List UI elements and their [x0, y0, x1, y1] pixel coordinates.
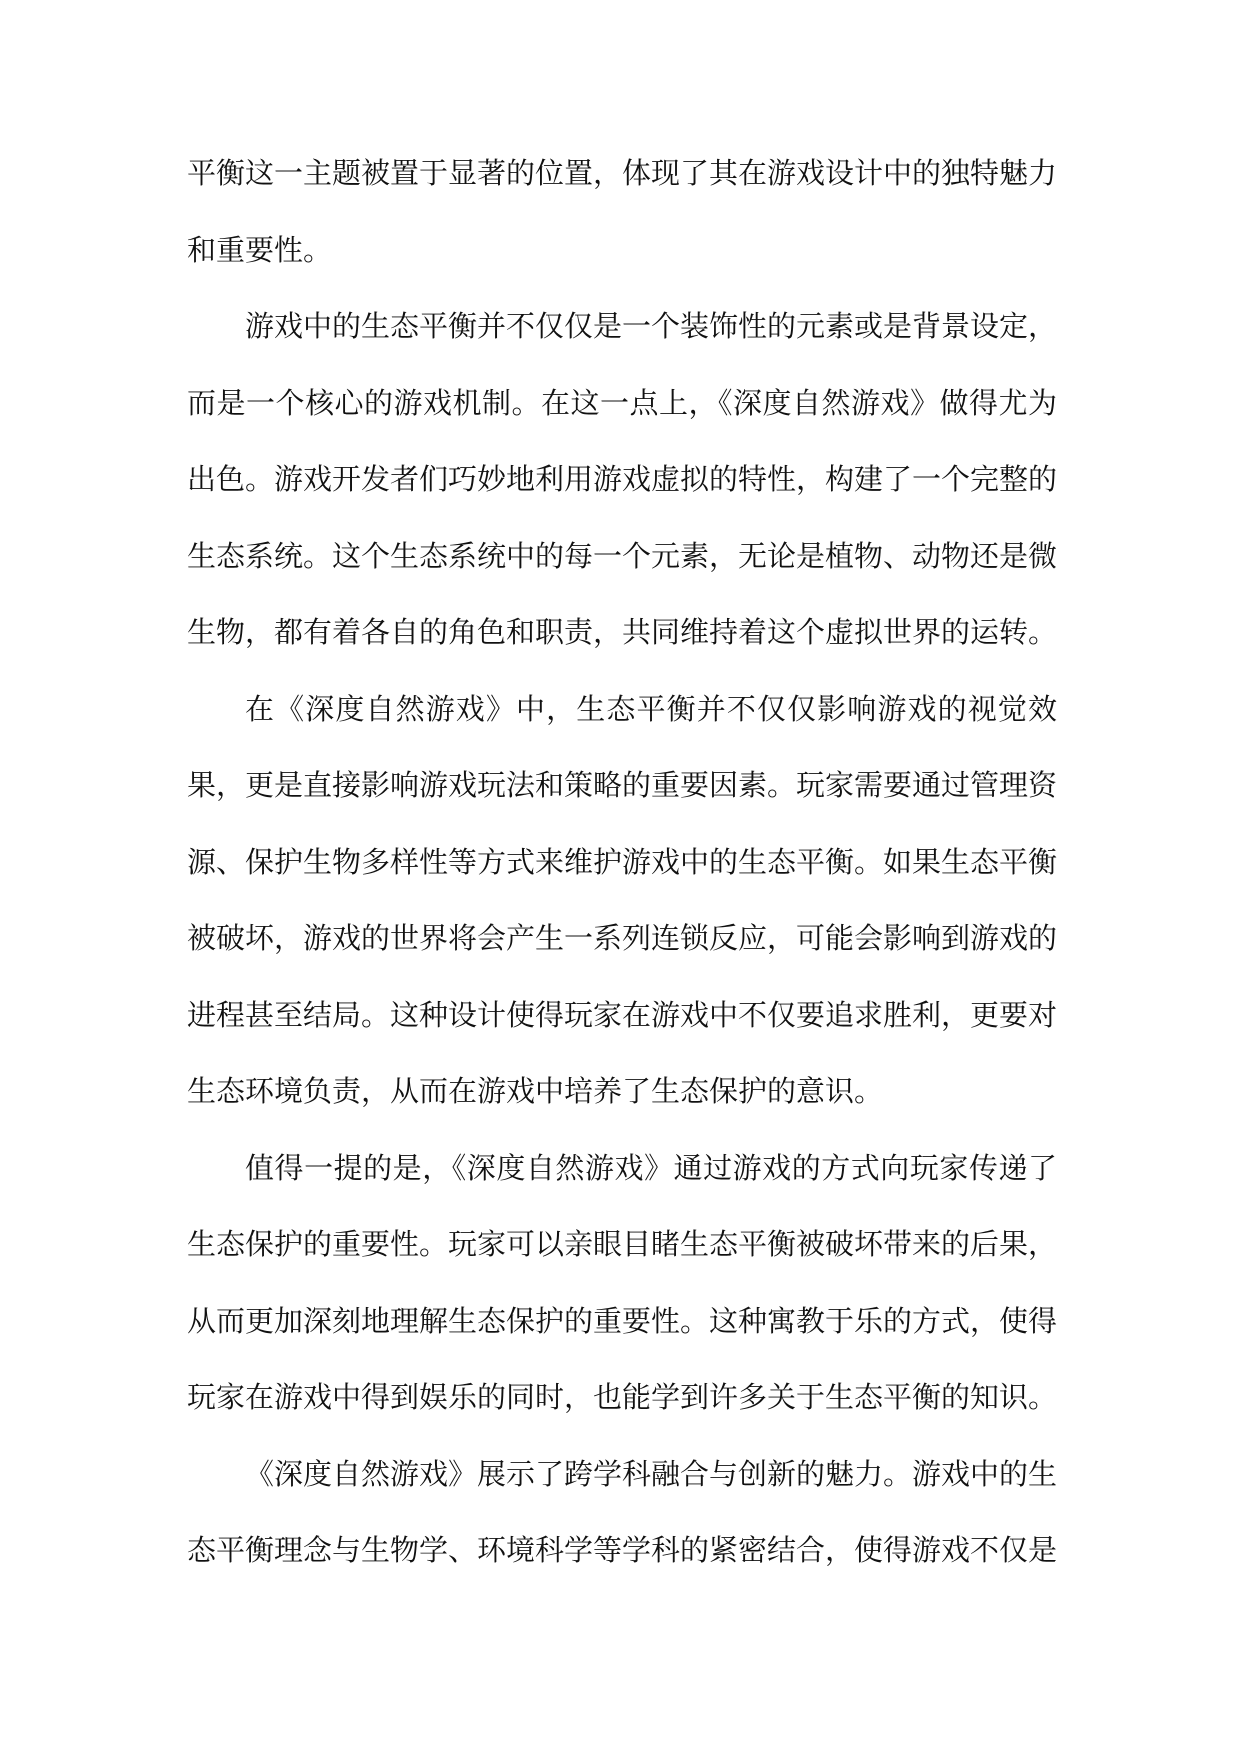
- body-text: [187, 135, 1057, 1589]
- paragraph-1: 平衡这一主题被置于显著的位置，体现了其在游戏设计中的独特魅力和重要性。: [187, 156, 1058, 267]
- paragraph-3: 在《深度自然游戏》中，生态平衡并不仅仅影响游戏的视觉效果，更是直接影响游戏玩法和策略的重要因素。玩家需要通过管理资源、保护生物多样性等方式来维护游戏中的生态平衡。如果生态平衡被破坏，游戏的世界将会产生一系列连锁反应，可能会影响到游戏的进程甚至结局。这种设计使得玩家在游戏中不仅要追求胜利，更要对生态环境负责，从而在游戏中培养了生态保护的意识。: [187, 691, 1058, 1108]
- paragraph-2: 游戏中的生态平衡并不仅仅是一个装饰性的元素或是背景设定，而是一个核心的游戏机制。在这一点上，《深度自然游戏》做得尤为出色。游戏开发者们巧妙地利用游戏虚拟的特性，构建了一个完整的生态系统。这个生态系统中的每一个元素，无论是植物、动物还是微生物，都有着各自的角色和职责，共同维持着这个虚拟世界的运转。: [187, 309, 1058, 649]
- paragraph-5: 《深度自然游戏》展示了跨学科融合与创新的魅力。游戏中的生态平衡理念与生物学、环境科学等学科的紧密结合，使得游戏不仅是: [187, 1456, 1058, 1567]
- paragraph-4: 值得一提的是，《深度自然游戏》通过游戏的方式向玩家传递了生态保护的重要性。玩家可以亲眼目睹生态平衡被破坏带来的后果，从而更加深刻地理解生态保护的重要性。这种寓教于乐的方式，使得玩家在游戏中得到娱乐的同时，也能学到许多关于生态平衡的知识。: [187, 1150, 1058, 1414]
